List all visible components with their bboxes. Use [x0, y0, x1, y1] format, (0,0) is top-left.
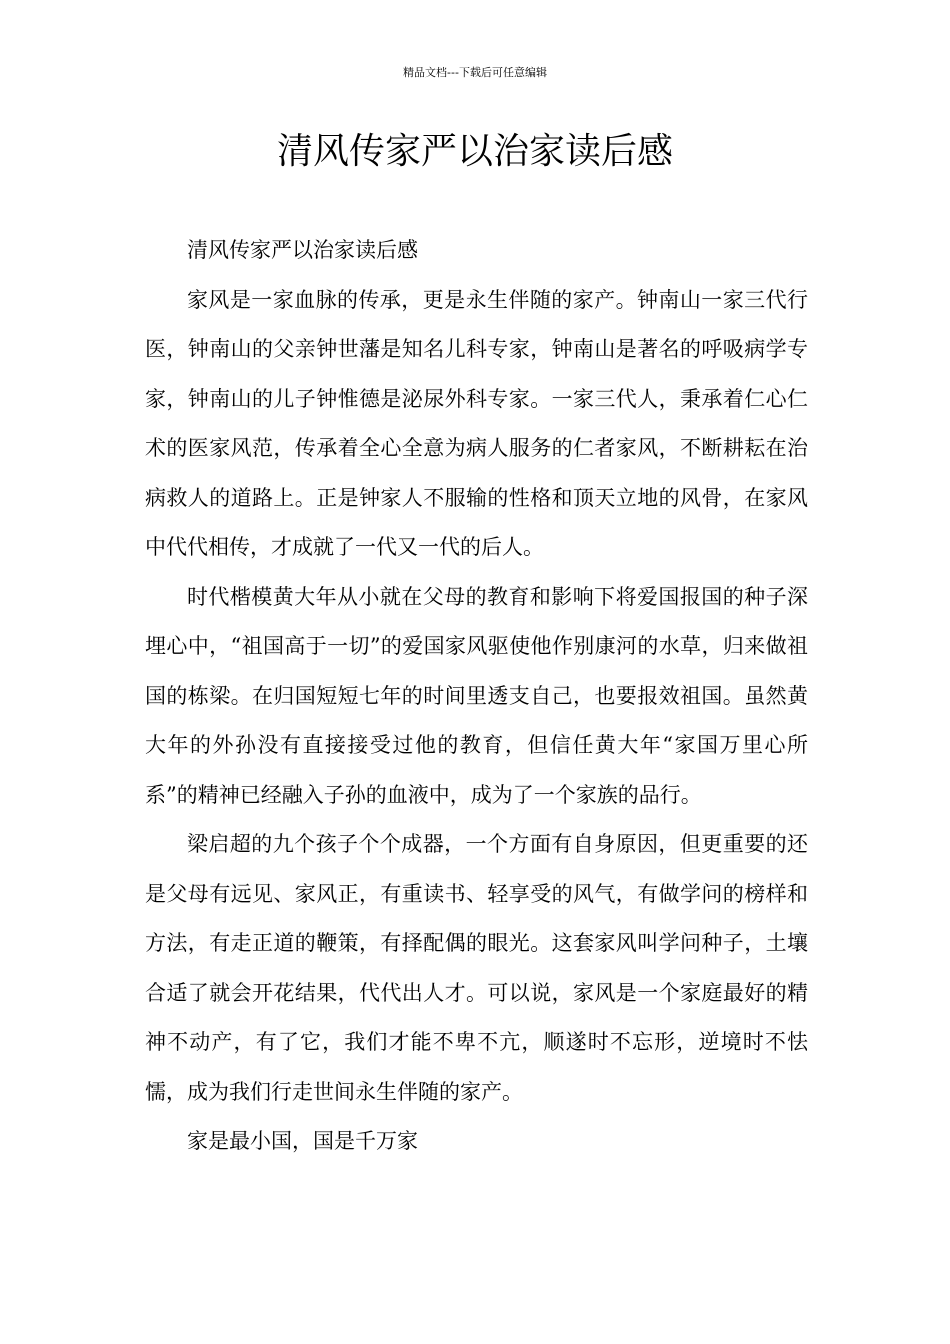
- document-body: [145, 226, 808, 1167]
- header-note: 精品文档---下载后可任意编辑: [403, 66, 547, 79]
- paragraph: 家是最小国，国是千万家: [187, 1129, 418, 1153]
- paragraph: 梁启超的九个孩子个个成器，一个方面有自身原因，但更重要的还是父母有远见、家风正，有重读书、轻享受的风气，有做学问的榜样和方法，有走正道的鞭策，有择配偶的眼光。这套家风叫学问种子，土壤合适了就会开花结果，代代出人才。可以说，家风是一个家庭最好的精神不动产，有了它，我们才能不卑不亢，顺遂时不忘形，逆境时不怯懦，成为我们行走世间永生伴随的家产。: [145, 832, 808, 1104]
- paragraph: 家风是一家血脉的传承，更是永生伴随的家产。钟南山一家三代行医，钟南山的父亲钟世藩是知名儿科专家，钟南山是著名的呼吸病学专家，钟南山的儿子钟惟德是泌尿外科专家。一家三代人，秉承着仁心仁术的医家风范，传承着全心全意为病人服务的仁者家风，不断耕耘在治病救人的道路上。正是钟家人不服输的性格和顶天立地的风骨，在家风中代代相传，才成就了一代又一代的后人。: [145, 287, 808, 559]
- paragraph: 时代楷模黄大年从小就在父母的教育和影响下将爱国报国的种子深埋心中，“祖国高于一切”的爱国家风驱使他作别康河的水草，归来做祖国的栋梁。在归国短短七年的时间里透支自己，也要报效祖国。虽然黄大年的外孙没有直接接受过他的教育，但信任黄大年“家国万里心所系”的精神已经融入子孙的血液中，成为了一个家族的品行。: [145, 584, 808, 807]
- paragraph-subtitle: 清风传家严以治家读后感: [187, 238, 418, 262]
- document-title: 清风传家严以治家读后感: [276, 131, 673, 172]
